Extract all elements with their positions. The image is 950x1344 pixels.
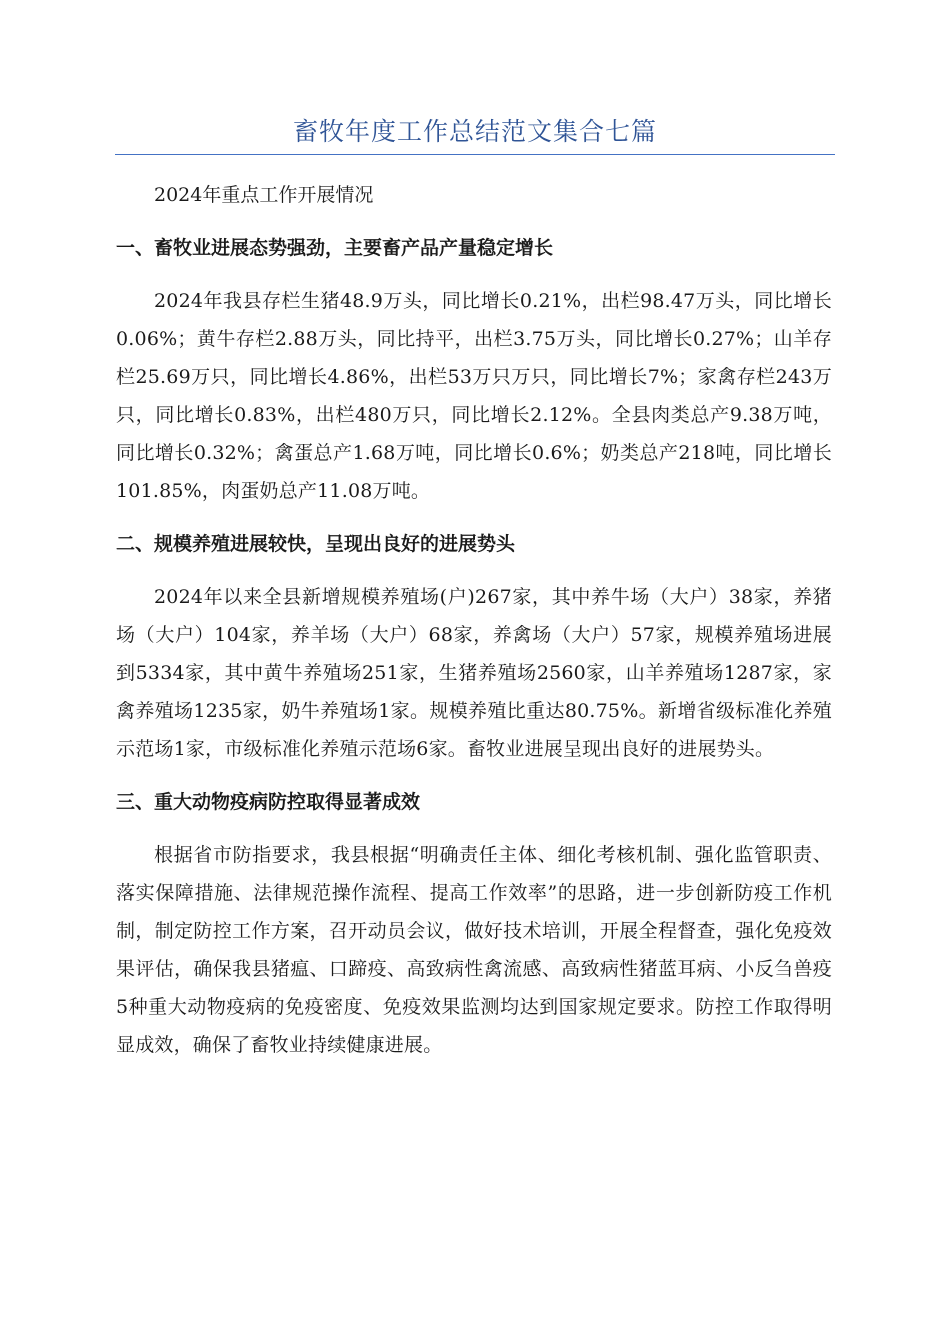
section-2-heading: 二、规模养殖进展较快，呈现出良好的进展势头 (116, 533, 516, 555)
title-underline (115, 154, 835, 155)
document-body (116, 176, 832, 1064)
section-1-heading: 一、畜牧业进展态势强劲，主要畜产品产量稳定增长 (116, 237, 554, 259)
section-2-body: 2024年以来全县新增规模养殖场(户)267家，其中养牛场（大户）38家，养猪场（大户）104家，养羊场（大户）68家，养禽场（大户）57家，规模养殖场进展到5334家，其中黄牛养殖场251家，生猪养殖场2560家，山羊养殖场1287家，家禽养殖场1235家，奶牛养殖场1家。规模养殖比重达80.75%。新增省级标准化养殖示范场1家，市级标准化养殖示范场6家。畜牧业进展呈现出良好的进展势头。 (116, 586, 832, 760)
section-3-heading: 三、重大动物疫病防控取得显著成效 (116, 791, 421, 813)
section-3-body: 根据省市防指要求，我县根据“明确责任主体、细化考核机制、强化监管职责、落实保障措施、法律规范操作流程、提高工作效率”的思路，进一步创新防疫工作机制，制定防控工作方案，召开动员会议，做好技术培训，开展全程督查，强化免疫效果评估，确保我县猪瘟、口蹄疫、高致病性禽流感、高致病性猪蓝耳病、小反刍兽疫5种重大动物疫病的免疫密度、免疫效果监测均达到国家规定要求。防控工作取得明显成效，确保了畜牧业持续健康进展。 (116, 844, 832, 1056)
document-title: 畜牧年度工作总结范文集合七篇 (292, 117, 657, 146)
document-subtitle: 2024年重点工作开展情况 (154, 184, 374, 206)
section-gap (116, 510, 832, 525)
section-gap (116, 768, 832, 783)
section-1-body: 2024年我县存栏生猪48.9万头，同比增长0.21%，出栏98.47万头，同比增长0.06%；黄牛存栏2.88万头，同比持平，出栏3.75万头，同比增长0.27%；山羊存栏25.69万只，同比增长4.86%，出栏53万只万只，同比增长7%；家禽存栏243万只，同比增长0.83%，出栏480万只，同比增长2.12%。全县肉类总产9.38万吨，同比增长0.32%；禽蛋总产1.68万吨，同比增长0.6%；奶类总产218吨，同比增长101.85%，肉蛋奶总产11.08万吨。 (116, 290, 832, 502)
